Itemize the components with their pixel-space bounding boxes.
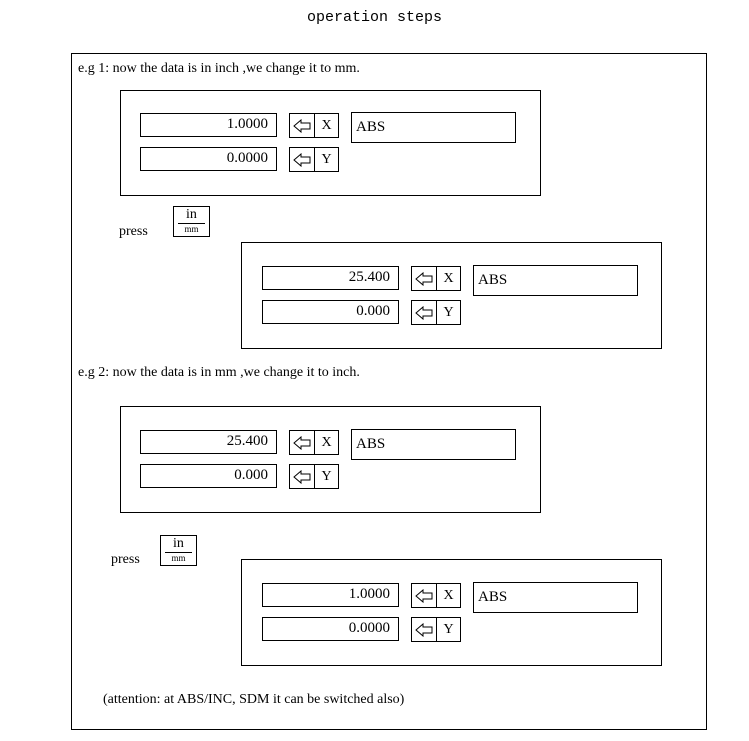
in-mm-key[interactable] [173, 206, 210, 237]
y-value-display: 0.0000 [262, 617, 399, 641]
y-axis-zero-button[interactable] [289, 147, 339, 172]
x-axis-zero-button[interactable] [411, 583, 461, 608]
attention-note: (attention: at ABS/INC, SDM it can be switched also) [103, 692, 405, 707]
press-label: press [111, 552, 140, 567]
x-axis-label: X [443, 588, 454, 603]
mode-display: ABS [473, 582, 638, 613]
x-axis-zero-button[interactable] [411, 266, 461, 291]
mode-display: ABS [351, 429, 516, 460]
left-arrow-icon [290, 431, 315, 454]
x-axis-label: X [443, 271, 454, 286]
mode-display: ABS [351, 112, 516, 143]
y-axis-label: Y [443, 622, 454, 637]
in-mm-key-bottom: mm [184, 224, 199, 234]
mode-display: ABS [473, 265, 638, 296]
y-value-display: 0.000 [262, 300, 399, 324]
ex1-before-panel [120, 90, 541, 196]
ex2-before-panel [120, 406, 541, 513]
example1-caption: e.g 1: now the data is in inch ,we change it to mm. [78, 61, 360, 76]
x-axis-label: X [321, 435, 332, 450]
left-arrow-icon [290, 465, 315, 488]
y-axis-label: Y [321, 152, 332, 167]
example2-caption: e.g 2: now the data is in mm ,we change it to inch. [78, 365, 360, 380]
press-label: press [119, 224, 148, 239]
left-arrow-icon [290, 114, 315, 137]
y-axis-label: Y [443, 305, 454, 320]
x-axis-zero-button[interactable] [289, 430, 339, 455]
page-title: operation steps [306, 9, 443, 26]
y-axis-zero-button[interactable] [289, 464, 339, 489]
x-value-display: 1.0000 [140, 113, 277, 137]
in-mm-key-top: in [186, 207, 197, 222]
in-mm-key[interactable] [160, 535, 197, 566]
left-arrow-icon [412, 584, 437, 607]
in-mm-key-top: in [173, 536, 184, 551]
left-arrow-icon [412, 301, 437, 324]
in-mm-key-bottom: mm [171, 553, 186, 563]
left-arrow-icon [412, 618, 437, 641]
x-value-display: 25.400 [262, 266, 399, 290]
x-value-display: 1.0000 [262, 583, 399, 607]
left-arrow-icon [412, 267, 437, 290]
y-value-display: 0.000 [140, 464, 277, 488]
y-axis-zero-button[interactable] [411, 617, 461, 642]
x-axis-label: X [321, 118, 332, 133]
y-axis-label: Y [321, 469, 332, 484]
x-axis-zero-button[interactable] [289, 113, 339, 138]
x-value-display: 25.400 [140, 430, 277, 454]
y-value-display: 0.0000 [140, 147, 277, 171]
left-arrow-icon [290, 148, 315, 171]
ex2-after-panel [241, 559, 662, 666]
ex1-after-panel [241, 242, 662, 349]
y-axis-zero-button[interactable] [411, 300, 461, 325]
